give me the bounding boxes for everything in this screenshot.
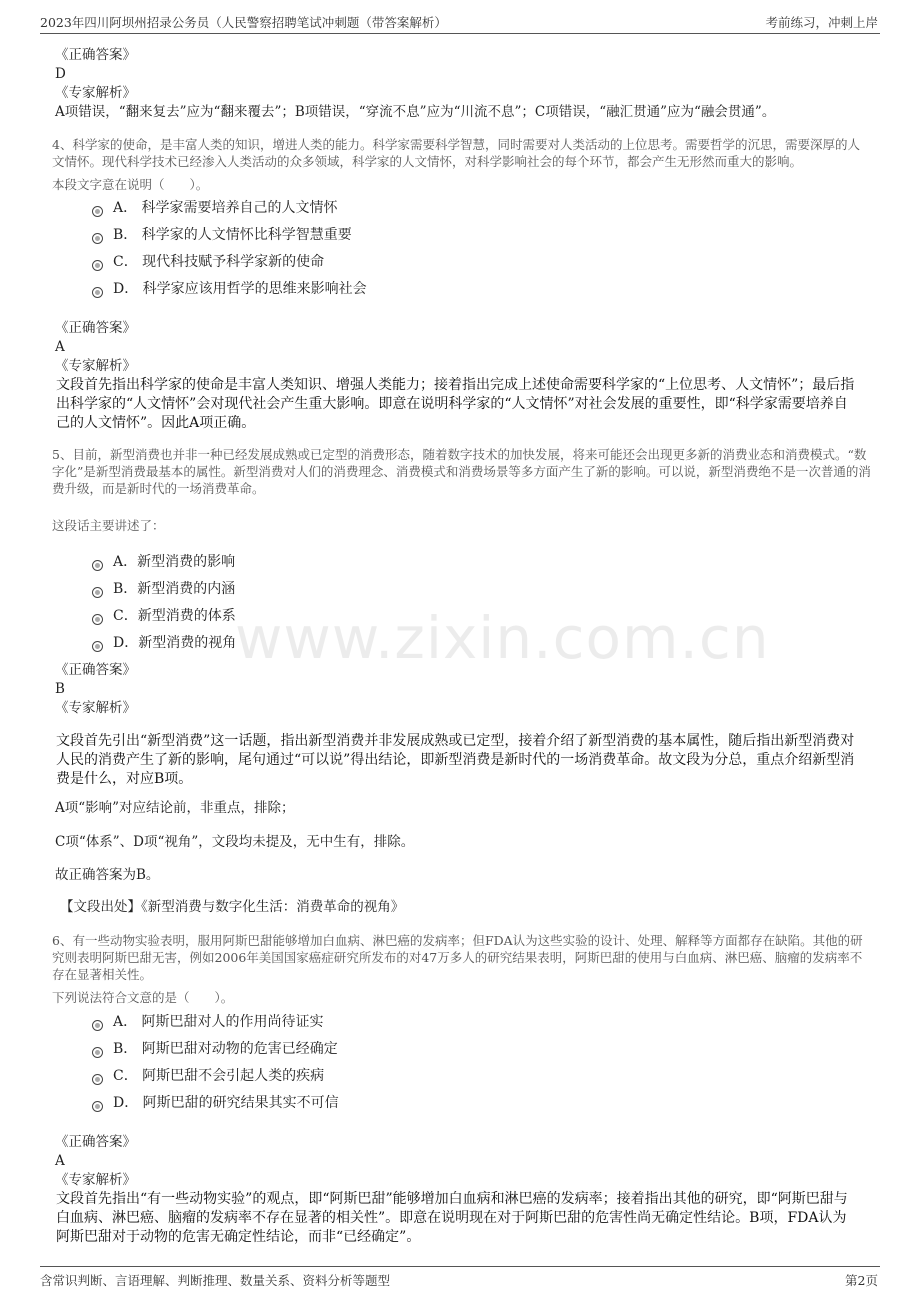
header-rule bbox=[40, 33, 880, 34]
q3-analysis: A项错误，“翻来复去”应为“翻来覆去”；B项错误，“穿流不息”应为“川流不息”；C项错误，“融汇贯通”应为“融会贯通”。 bbox=[55, 104, 776, 120]
q4-answer-label: 《正确答案》 bbox=[55, 320, 136, 336]
q6-analysis-label: 《专家解析》 bbox=[55, 1172, 136, 1188]
radio-icon[interactable] bbox=[92, 641, 103, 652]
header-title: 2023年四川阿坝州招录公务员（人民警察招聘笔试冲刺题（带答案解析） bbox=[40, 15, 447, 30]
q4-answer: A bbox=[55, 339, 65, 355]
radio-icon[interactable] bbox=[92, 560, 103, 571]
q5-option-c[interactable]: C．新型消费的体系 bbox=[92, 605, 236, 625]
radio-icon[interactable] bbox=[92, 614, 103, 625]
q3-answer-label: 《正确答案》 bbox=[55, 47, 136, 63]
q4-analysis-label: 《专家解析》 bbox=[55, 358, 136, 374]
q5-answer-label: 《正确答案》 bbox=[55, 662, 136, 678]
q6-analysis: 文段首先指出“有一些动物实验”的观点，即“阿斯巴甜”能够增加白血病和淋巴癌的发病率；接着指出其他的研究，即“阿斯巴甜与白血病、淋巴癌、脑瘤的发病率不存在显著的相关性”。即意在说明现在对于阿斯巴甜的危害性尚无确定性结论。B项，FDA认为阿斯巴甜对于动物的危害无确定性结论，而非“已经确定”。 bbox=[56, 1191, 848, 1245]
q4-prompt: 本段文字意在说明（ ）。 bbox=[52, 177, 209, 192]
q6-answer-label: 《正确答案》 bbox=[55, 1134, 136, 1150]
q5-option-a[interactable]: A．新型消费的影响 bbox=[92, 551, 235, 571]
q4-option-c[interactable]: C． 现代科技赋予科学家新的使命 bbox=[92, 251, 324, 271]
q4-stem: 4、科学家的使命，是丰富人类的知识，增进人类的能力。科学家需要科学智慧，同时需要对人类活动的上位思考。需要哲学的沉思，需要深厚的人文情怀。现代科学技术已经渗入人类活动的众多领域，科学家的人文情怀，对科学影响社会的每个环节，都会产生无形然而重大的影响。 bbox=[52, 137, 860, 169]
q6-option-d[interactable]: D． 阿斯巴甜的研究结果其实不可信 bbox=[92, 1092, 339, 1112]
q5-analysis: 文段首先引出“新型消费”这一话题，指出新型消费并非发展成熟或已定型，接着介绍了新型消费的基本属性，随后指出新型消费对人民的消费产生了新的影响，尾句通过“可以说”得出结论，即新型消费是新时代的一场消费革命。故文段为分总，重点介绍新型消费是什么，对应B项。 bbox=[56, 733, 855, 787]
watermark: www.zixin.com.cn bbox=[235, 604, 770, 672]
q4-option-d[interactable]: D． 科学家应该用哲学的思维来影响社会 bbox=[92, 278, 367, 298]
q5-option-b[interactable]: B．新型消费的内涵 bbox=[92, 578, 235, 598]
q5-note-cd: C项“体系”、D项“视角”，文段均未提及，无中生有，排除。 bbox=[55, 834, 415, 850]
q5-answer: B bbox=[55, 681, 65, 697]
radio-icon[interactable] bbox=[92, 206, 103, 217]
radio-icon[interactable] bbox=[92, 1074, 103, 1085]
radio-icon[interactable] bbox=[92, 233, 103, 244]
q4-option-b[interactable]: B． 科学家的人文情怀比科学智慧重要 bbox=[92, 224, 352, 244]
q5-option-d[interactable]: D．新型消费的视角 bbox=[92, 632, 236, 652]
q5-analysis-label: 《专家解析》 bbox=[55, 700, 136, 716]
q6-answer: A bbox=[55, 1153, 65, 1169]
q6-option-b[interactable]: B． 阿斯巴甜对动物的危害已经确定 bbox=[92, 1038, 338, 1058]
q6-option-c[interactable]: C． 阿斯巴甜不会引起人类的疾病 bbox=[92, 1065, 324, 1085]
footer-rule bbox=[40, 1266, 880, 1267]
q4-analysis: 文段首先指出科学家的使命是丰富人类知识、增强人类能力；接着指出完成上述使命需要科学家的“上位思考、人文情怀”；最后指出科学家的“人文情怀”会对现代社会产生重大影响。即意在说明科学家的“人文情怀”对社会发展的重要性，即“科学家需要培养自己的人文情怀”。因此A项正确。 bbox=[56, 377, 855, 431]
q6-prompt: 下列说法符合文意的是（ ）。 bbox=[52, 990, 234, 1005]
q3-answer: D bbox=[55, 66, 66, 82]
radio-icon[interactable] bbox=[92, 287, 103, 298]
radio-icon[interactable] bbox=[92, 587, 103, 598]
q6-stem: 6、有一些动物实验表明，服用阿斯巴甜能够增加白血病、淋巴癌的发病率；但FDA认为这些实验的设计、处理、解释等方面都存在缺陷。其他的研究则表明阿斯巴甜无害，例如2006年美国国家癌症研究所发布的对47万多人的研究结果表明，阿斯巴甜的使用与白血病、淋巴癌、脑瘤的发病率不存在显著相关性。 bbox=[52, 933, 863, 982]
q4-option-a[interactable]: A． 科学家需要培养自己的人文情怀 bbox=[92, 197, 338, 217]
radio-icon[interactable] bbox=[92, 1101, 103, 1112]
q5-note-a: A项“影响”对应结论前，非重点，排除； bbox=[55, 800, 295, 816]
footer-left: 含常识判断、言语理解、判断推理、数量关系、资料分析等题型 bbox=[40, 1273, 391, 1288]
q5-stem: 5、目前，新型消费也并非一种已经发展成熟或已定型的消费形态，随着数字技术的加快发展，将来可能还会出现更多新的消费业态和消费模式。“数字化”是新型消费最基本的属性。新型消费对人们的消费理念、消费模式和消费场景等多方面产生了新的影响。可以说，新型消费绝不是一次普通的消费升级，而是新时代的一场消费革命。 bbox=[52, 447, 871, 496]
header-right: 考前练习，冲刺上岸 bbox=[765, 15, 878, 30]
radio-icon[interactable] bbox=[92, 1020, 103, 1031]
q6-option-a[interactable]: A． 阿斯巴甜对人的作用尚待证实 bbox=[92, 1011, 324, 1031]
footer-page-number: 第2页 bbox=[845, 1273, 878, 1288]
q5-prompt: 这段话主要讲述了： bbox=[52, 518, 165, 533]
q5-source: 【文段出处】《新型消费与数字化生活：消费革命的视角》 bbox=[60, 899, 405, 915]
radio-icon[interactable] bbox=[92, 260, 103, 271]
radio-icon[interactable] bbox=[92, 1047, 103, 1058]
q3-analysis-label: 《专家解析》 bbox=[55, 85, 136, 101]
q5-conclusion: 故正确答案为B。 bbox=[55, 867, 160, 883]
